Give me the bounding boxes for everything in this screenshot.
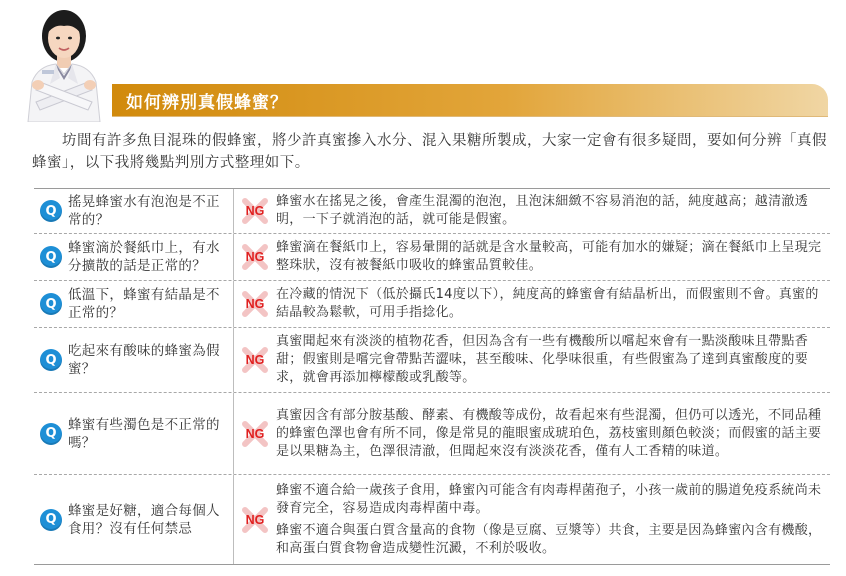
ng-icon [242, 198, 268, 224]
q-icon: Q [40, 509, 62, 531]
answer-cell [234, 393, 830, 474]
question-text: 搖晃蜂蜜水有泡泡是不正常的？ [68, 194, 220, 228]
answer-cell [234, 234, 830, 280]
ng-icon [242, 347, 268, 373]
answer-paragraph: 蜂蜜不適合給一歲孩子食用，蜂蜜內可能含有肉毒桿菌孢子，小孩一歲前的腸道免疫系統尚未發育完全，容易造成肉毒桿菌中毒。 [276, 482, 822, 516]
ng-icon [242, 291, 268, 317]
doctor-illustration [14, 4, 126, 122]
q-icon: Q [40, 293, 62, 315]
ng-icon [242, 507, 268, 533]
q-icon: Q [40, 349, 62, 371]
intro-paragraph: 坊間有許多魚目混珠的假蜂蜜，將少許真蜜摻入水分、混入果糖所製成，大家一定會有很多疑問，要如何分辨「真假蜂蜜」，以下我將幾點判別方式整理如下。 [32, 133, 827, 171]
answer-cell [234, 281, 830, 327]
question-cell [34, 328, 234, 392]
answer-text [276, 193, 824, 229]
answer-cell [234, 475, 830, 564]
answer-paragraph: 蜂蜜水在搖晃之後，會產生混濁的泡泡，且泡沫細緻不容易消泡的話，純度越高；越清澈透明，一下子就消泡的話，就可能是假蜜。 [276, 194, 809, 227]
q-icon: Q [40, 200, 62, 222]
ng-label: NG [245, 512, 265, 527]
question-text: 蜂蜜有些濁色是不正常的嗎？ [68, 416, 220, 451]
question-cell [34, 393, 234, 474]
ng-label: NG [245, 426, 265, 441]
qa-row [34, 189, 830, 234]
ng-label: NG [245, 204, 265, 218]
page-title: 如何辨別真假蜂蜜？ [126, 93, 288, 113]
question-text: 蜂蜜是好糖，適合每個人食用？沒有任何禁忌 [68, 502, 220, 537]
article-header [0, 0, 846, 122]
answer-text [276, 407, 824, 461]
answer-text [276, 482, 824, 558]
answer-cell [234, 189, 830, 233]
answer-paragraph: 蜂蜜滴在餐紙巾上，容易暈開的話就是含水量較高，可能有加水的嫌疑；滴在餐紙巾上呈現完整珠狀，沒有被餐紙巾吸收的蜂蜜品質較佳。 [276, 240, 822, 273]
ng-label: NG [245, 297, 265, 311]
answer-paragraph: 真蜜因含有部分胺基酸、酵素、有機酸等成份，故看起來有些混濁，但仍可以透光，不同品種的蜂蜜色澤也會有所不同，像是常見的龍眼蜜成琥珀色，荔枝蜜則顏色較淡；而假蜜的話主要是以果糖為主，色澤很清澈，但聞起來沒有淡淡花香，僅有人工香精的味道。 [276, 407, 822, 459]
qa-row [34, 393, 830, 475]
qa-row [34, 281, 830, 328]
answer-paragraph: 在冷藏的情況下（低於攝氏14度以下），純度高的蜂蜜會有結晶析出，而假蜜則不會。真蜜的結晶較為鬆軟，可用手指捻化。 [276, 287, 819, 320]
question-cell [34, 281, 234, 327]
answer-paragraph: 蜂蜜不適合與蛋白質含量高的食物（像是豆腐、豆漿等）共食，主要是因為蜂蜜內含有機酸，和高蛋白質食物會造成變性沉澱，不利於吸收。 [276, 522, 822, 556]
answer-text [276, 239, 824, 275]
question-text: 低溫下，蜂蜜有結晶是不正常的？ [68, 287, 220, 321]
qa-table [34, 188, 830, 565]
ng-icon [242, 244, 268, 270]
doctor-avatar [14, 4, 126, 122]
question-text: 吃起來有酸味的蜂蜜為假蜜？ [68, 343, 220, 377]
title-underline [112, 116, 828, 117]
question-cell [34, 234, 234, 280]
question-cell [34, 475, 234, 564]
answer-text [276, 286, 824, 322]
q-icon: Q [40, 246, 62, 268]
title-bar [112, 84, 828, 116]
answer-text [276, 333, 824, 387]
ng-label: NG [245, 353, 265, 367]
ng-icon [242, 421, 268, 447]
qa-row [34, 475, 830, 565]
question-text: 蜂蜜滴於餐紙巾上，有水分擴散的話是正常的？ [68, 240, 220, 274]
answer-cell [234, 328, 830, 392]
qa-row [34, 328, 830, 393]
q-icon: Q [40, 423, 62, 445]
answer-paragraph: 真蜜聞起來有淡淡的植物花香，但因為含有一些有機酸所以嚐起來會有一點淡酸味且帶點香甜；假蜜則是嚐完會帶點苦澀味，甚至酸味、化學味很重，有些假蜜為了達到真蜜酸度的要求，就會再添加檸檬酸或乳酸等。 [276, 334, 809, 385]
qa-row [34, 234, 830, 281]
question-cell [34, 189, 234, 233]
ng-label: NG [245, 250, 265, 264]
